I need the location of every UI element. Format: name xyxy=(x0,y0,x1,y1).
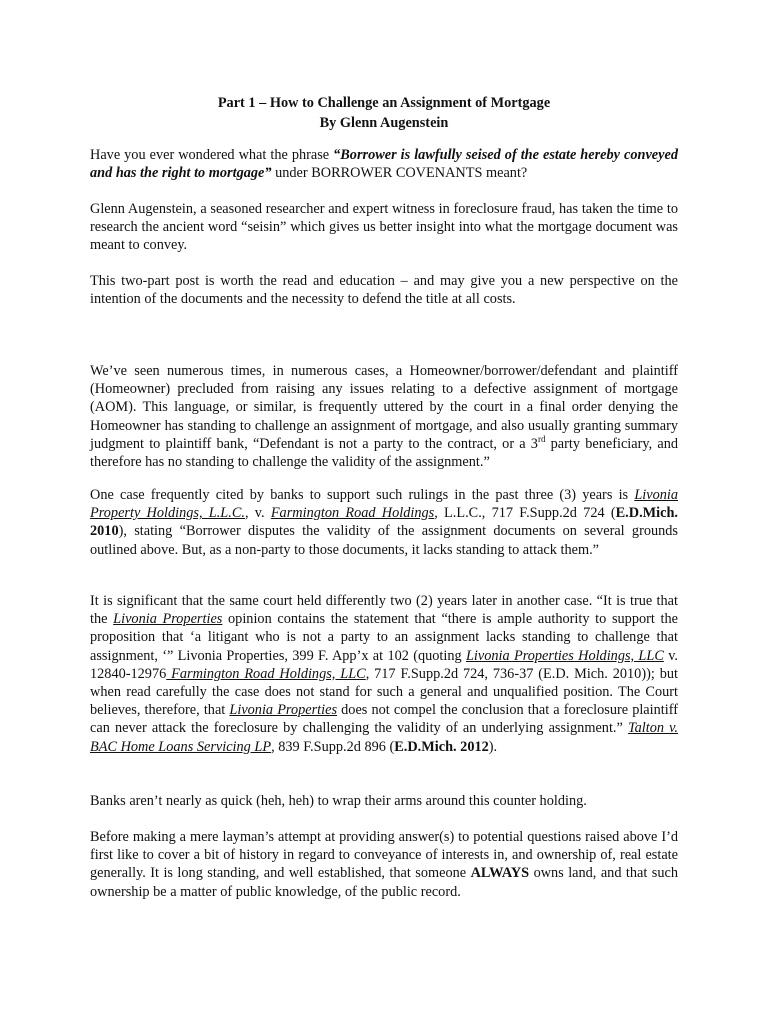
text-run: owns land, and that such ownership be a matter of public knowledge, of the public record. xyxy=(90,865,678,900)
case-citation: Livonia Properties xyxy=(229,702,338,719)
paragraph-author: Glenn Augenstein, a seasoned researcher and expert witness in foreclosure fraud, has taken the time to research the ancient word “seisin” which gives us better insight into what the mortgage document was meant to convey. xyxy=(90,201,678,254)
quoted-phrase: “Borrower is lawfully seised of the estate hereby conveyed and has the right to mortgage” xyxy=(90,147,678,182)
paragraph-post: This two-part post is worth the read and education – and may give you a new perspective on the intention of the documents and the necessity to defend the title at all costs. xyxy=(90,273,678,308)
author-line: By Glenn Augenstein xyxy=(319,115,449,131)
text-run: under BORROWER COVENANTS meant? xyxy=(271,165,528,182)
text-run: opinion contains the statement that “there is ample authority to support the proposition that ‘a litigant who is not a party to an assignment lacks standing to challenge that assignment, ‘” Livonia Properties, 399 F. App’x at 102 (quoting xyxy=(90,611,678,664)
paragraph-standing xyxy=(90,362,678,471)
court-citation: E.D.Mich. 2012 xyxy=(394,738,489,755)
text-run: , 839 F.Supp.2d 896 ( xyxy=(271,738,395,755)
text-run: Before making a mere layman’s attempt at providing answer(s) to potential questions raised above I’d first like to cover a bit of history in regard to conveyance of interests in, and ownership of, real estate generally. It is long standing, and well established, that someone xyxy=(90,829,678,882)
document-title xyxy=(90,93,678,133)
text-run: ). xyxy=(488,738,498,755)
paragraph-livonia xyxy=(90,486,678,559)
case-citation: Livonia Property Holdings, L.L.C. xyxy=(90,487,678,522)
text-run: , v. xyxy=(244,505,271,522)
superscript: rd xyxy=(537,434,546,445)
paragraph-history xyxy=(90,828,678,901)
text-run: It is significant that the same court held differently two (2) years later in another case. “It is true that the xyxy=(90,593,678,628)
text-run: does not compel the conclusion that a foreclosure plaintiff can never attack the foreclosure by challenging the validity of an underlying assignment.” xyxy=(90,702,678,737)
text-run: We’ve seen numerous times, in numerous cases, a Homeowner/borrower/defendant and plaintiff (Homeowner) precluded from raising any issues relating to a defective assignment of mortgage (AOM). This language, or similar, is frequently uttered by the court in a final order denying the Homeowner has standing to challenge an assignment of mortgage, and also usually granting summary judgment to plaintiff bank, “Defendant is not a party to the contract, or a 3 xyxy=(90,363,678,452)
text-run: ), stating “Borrower disputes the validity of the assignment documents on several grounds outlined above. But, as a non-party to those documents, it lacks standing to attack them.” xyxy=(90,523,678,558)
text-run: Have you ever wondered what the phrase xyxy=(90,147,334,163)
text-run: , 717 F.Supp.2d 724, 736-37 (E.D. Mich. 2010)); but when read carefully the case does not stand for such a general and unqualified position. The Court believes, therefore, that xyxy=(90,665,678,719)
paragraph-talton xyxy=(90,592,678,756)
text-run: , L.L.C., 717 F.Supp.2d 724 ( xyxy=(434,505,616,522)
text-run: One case frequently cited by banks to support such rulings in the past three (3) years is xyxy=(90,487,635,503)
emphasis: ALWAYS xyxy=(470,865,530,882)
court-citation: E.D.Mich. 2010 xyxy=(90,505,678,540)
text-run: party beneficiary, and therefore has no standing to challenge the validity of the assignment.” xyxy=(90,435,678,471)
case-citation: Farmington Road Holdings, LLC xyxy=(166,665,366,682)
case-citation: Talton v. BAC Home Loans Servicing LP xyxy=(90,720,678,755)
case-citation: Farmington Road Holdings xyxy=(270,505,435,522)
text-run: v. 12840-12976 xyxy=(90,647,678,682)
paragraph-banks: Banks aren’t nearly as quick (heh, heh) to wrap their arms around this counter holding. xyxy=(90,793,587,809)
paragraph-intro xyxy=(90,146,678,182)
case-citation: Livonia Properties Holdings, LLC xyxy=(465,647,664,664)
case-citation: Livonia Properties xyxy=(113,611,223,628)
title-line: Part 1 – How to Challenge an Assignment of Mortgage xyxy=(217,95,551,111)
